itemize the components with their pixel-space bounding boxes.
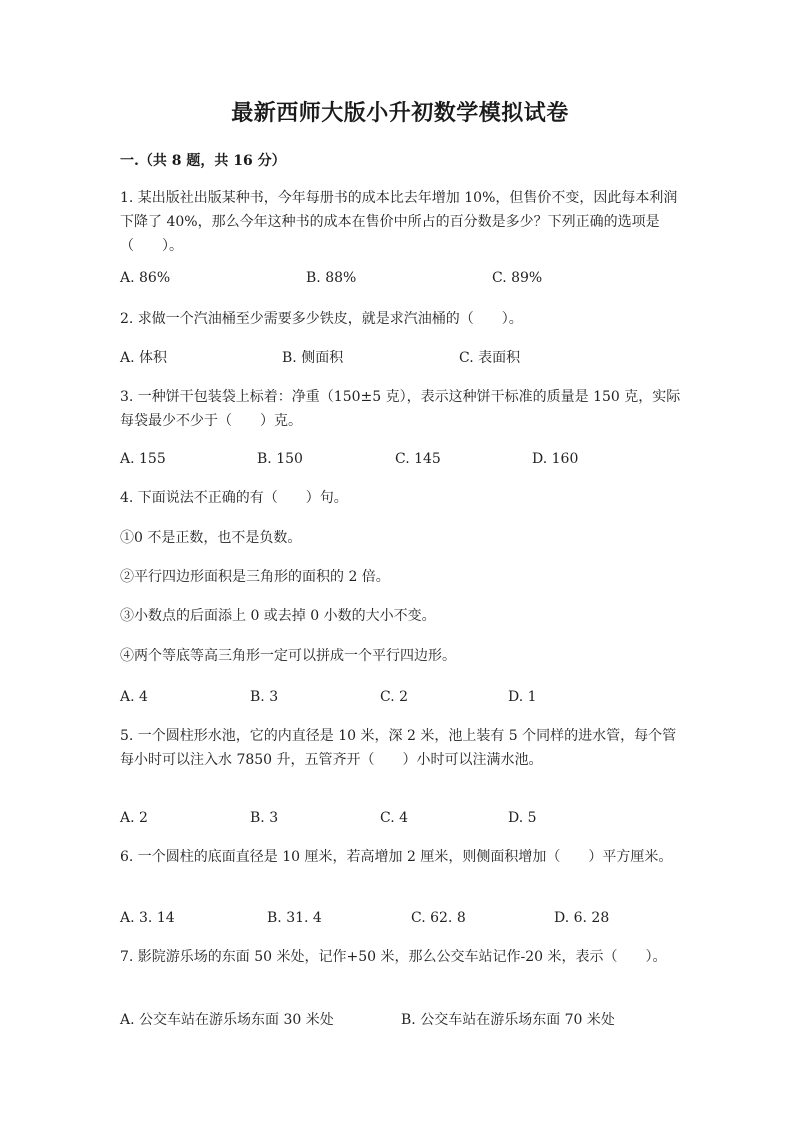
option-a[interactable]: A. 3. 14 [120,910,175,926]
option-a[interactable]: A. 4 [120,689,148,705]
option-b[interactable]: B. 侧面积 [282,350,344,366]
statement-4: ④两个等底等高三角形一定可以拼成一个平行四边形。 [120,648,456,664]
option-b[interactable]: B. 3 [250,689,279,705]
question-4-text: 4. 下面说法不正确的有（ ）句。 [120,490,348,506]
option-a[interactable]: A. 公交车站在游乐场东面 30 米处 [120,1012,334,1028]
option-c[interactable]: C. 4 [380,810,409,826]
question-5-options [120,806,720,830]
question-6-text: 6. 一个圆柱的底面直径是 10 厘米，若高增加 2 厘米，则侧面积增加（ ）平方厘米。 [120,849,673,865]
option-c[interactable]: C. 145 [395,451,441,467]
question-3-options [120,447,720,471]
option-c[interactable]: C. 表面积 [459,350,521,366]
section-heading: 一.（共 8 题，共 16 分） [120,153,286,169]
option-d[interactable]: D. 6. 28 [554,910,610,926]
question-1-text: 1. 某出版社出版某种书，今年每册书的成本比去年增加 10%，但售价不变，因此每本利润下降了 40%，那么今年这种书的成本在售价中所占的百分数是多少？下列正确的选项是（ ）。 [120,190,678,254]
question-3-text: 3. 一种饼干包装袋上标着：净重（150±5 克），表示这种饼干标准的质量是 150 克，实际每袋最少不少于（ ）克。 [120,389,681,429]
option-b[interactable]: B. 88% [306,270,357,286]
question-2-options [120,346,720,370]
statement-2: ②平行四边形面积是三角形的面积的 2 倍。 [120,569,390,585]
option-d[interactable]: D. 1 [508,689,537,705]
statement-1: ①0 不是正数，也不是负数。 [120,530,302,546]
question-7-options [120,1008,720,1032]
option-c[interactable]: C. 89% [492,270,543,286]
question-6-options [120,906,720,930]
option-b[interactable]: B. 公交车站在游乐场东面 70 米处 [401,1012,615,1028]
option-c[interactable]: C. 62. 8 [411,910,466,926]
question-7-text: 7. 影院游乐场的东面 50 米处，记作+50 米，那么公交车站记作-20 米，表示（ ）。 [120,949,667,965]
option-a[interactable]: A. 86% [120,270,171,286]
question-2-text: 2. 求做一个汽油桶至少需要多少铁皮，就是求汽油桶的（ ）。 [120,311,523,327]
statement-3: ③小数点的后面添上 0 或去掉 0 小数的大小不变。 [120,608,436,624]
option-b[interactable]: B. 3 [250,810,279,826]
option-a[interactable]: A. 体积 [120,350,168,366]
question-4-options [120,685,720,709]
exam-title: 最新西师大版小升初数学模拟试卷 [231,100,569,126]
option-c[interactable]: C. 2 [380,689,409,705]
option-b[interactable]: B. 31. 4 [267,910,322,926]
option-a[interactable]: A. 2 [120,810,148,826]
option-a[interactable]: A. 155 [120,451,166,467]
option-b[interactable]: B. 150 [257,451,303,467]
question-1-options [120,266,720,290]
option-d[interactable]: D. 5 [508,810,537,826]
question-5-text: 5. 一个圆柱形水池，它的内直径是 10 米，深 2 米，池上装有 5 个同样的进水管，每个管每小时可以注入水 7850 升，五管齐开（ ）小时可以注满水池。 [120,728,677,768]
option-d[interactable]: D. 160 [532,451,579,467]
